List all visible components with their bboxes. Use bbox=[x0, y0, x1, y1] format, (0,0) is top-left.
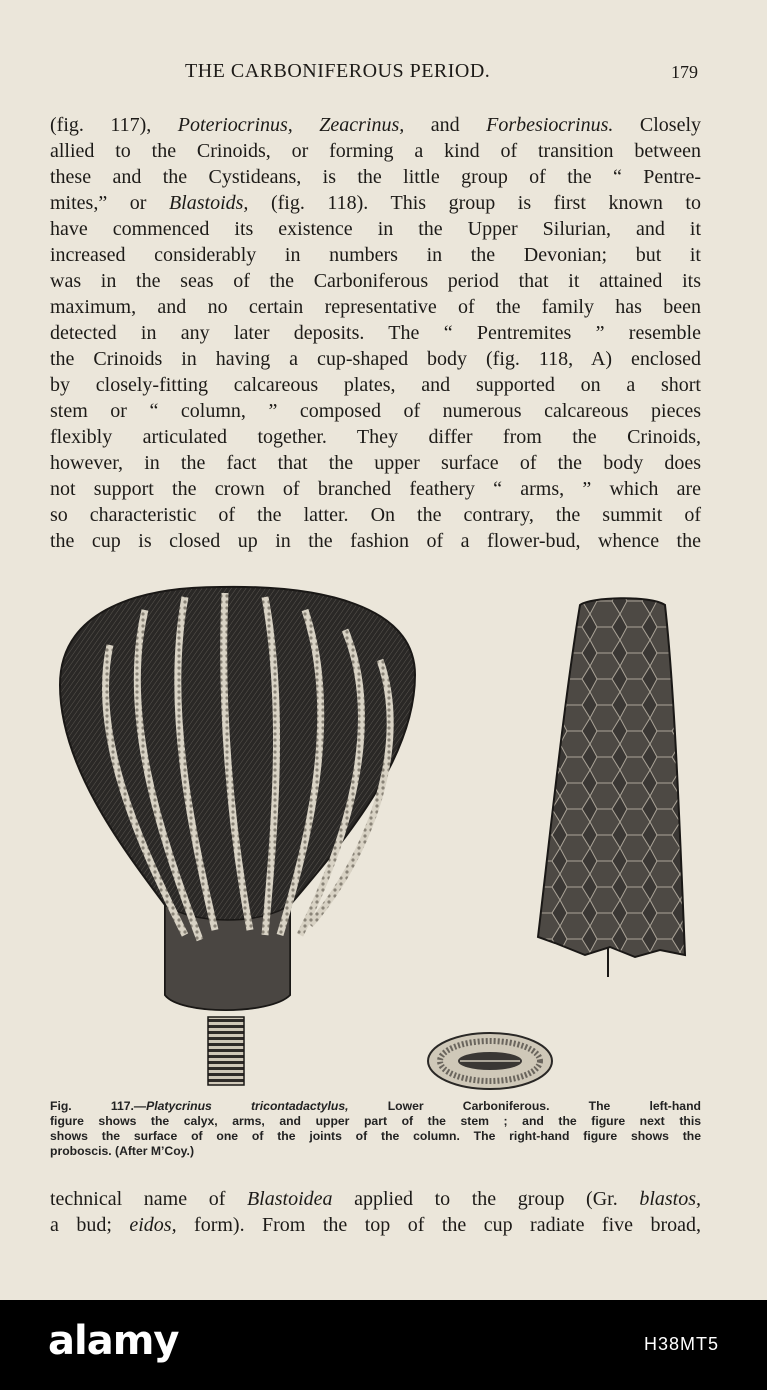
alamy-logo: alamy bbox=[48, 1318, 179, 1364]
text-line: mites,” or Blastoids, (fig. 118). This group is first known to bbox=[50, 192, 701, 214]
text-line: the cup is closed up in the fashion of a flower-bud, whence the bbox=[50, 530, 701, 552]
text-line: (fig. 117), Poteriocrinus, Zeacrinus, and Forbesiocrinus. Closely bbox=[50, 114, 701, 136]
caption-line: proboscis. (After M’Coy.) bbox=[50, 1144, 194, 1158]
image-id: H38MT5 bbox=[643, 1334, 719, 1354]
figure-117 bbox=[50, 575, 710, 1095]
text-line: the Crinoids in having a cup-shaped body (fig. 118, A) enclosed bbox=[50, 348, 701, 370]
chapter-title: THE CARBONIFEROUS PERIOD. bbox=[185, 60, 491, 82]
caption-line: figure shows the calyx, arms, and upper part of the stem ; and the figure next this bbox=[50, 1114, 701, 1128]
paragraph-bottom bbox=[50, 1186, 701, 1238]
text-line: technical name of Blastoidea applied to the group (Gr. blastos, bbox=[50, 1188, 701, 1210]
text-line: so characteristic of the latter. On the contrary, the summit of bbox=[50, 504, 701, 526]
running-header bbox=[50, 60, 700, 88]
text-line: maximum, and no certain representative of the family has been bbox=[50, 296, 701, 318]
crinoid-illustration bbox=[50, 575, 710, 1095]
paragraph-top bbox=[50, 112, 701, 554]
text-line: these and the Cystideans, is the little group of the “ Pentre- bbox=[50, 166, 701, 188]
text-line: however, in the fact that the upper surface of the body does bbox=[50, 452, 701, 474]
text-line: was in the seas of the Carboniferous period that it attained its bbox=[50, 270, 701, 292]
page-number: 179 bbox=[671, 62, 698, 82]
stock-watermark-bar bbox=[0, 1300, 767, 1390]
caption-line: shows the surface of one of the joints of the column. The right-hand figure shows the bbox=[50, 1129, 701, 1143]
text-line: increased considerably in numbers in the Devonian; but it bbox=[50, 244, 701, 266]
text-line: a bud; eidos, form). From the top of the cup radiate five broad, bbox=[50, 1214, 702, 1236]
text-line: flexibly articulated together. They differ from the Crinoids, bbox=[50, 426, 701, 448]
text-line: have commenced its existence in the Upper Silurian, and it bbox=[50, 218, 701, 240]
column-joint bbox=[428, 1033, 552, 1089]
text-line: allied to the Crinoids, or forming a kind of transition between bbox=[50, 140, 701, 162]
caption-line: Fig. 117.—Platycrinus tricontadactylus, Lower Carboniferous. The left-hand bbox=[50, 1099, 701, 1113]
figure-caption bbox=[50, 1099, 701, 1159]
text-line: by closely-fitting calcareous plates, and supported on a short bbox=[50, 374, 701, 396]
text-line: not support the crown of branched feathery “ arms, ” which are bbox=[50, 478, 701, 500]
calyx-with-arms bbox=[60, 587, 415, 1085]
text-line: detected in any later deposits. The “ Pentremites ” resemble bbox=[50, 322, 701, 344]
proboscis bbox=[538, 598, 685, 977]
text-line: stem or “ column, ” composed of numerous calcareous pieces bbox=[50, 400, 701, 422]
